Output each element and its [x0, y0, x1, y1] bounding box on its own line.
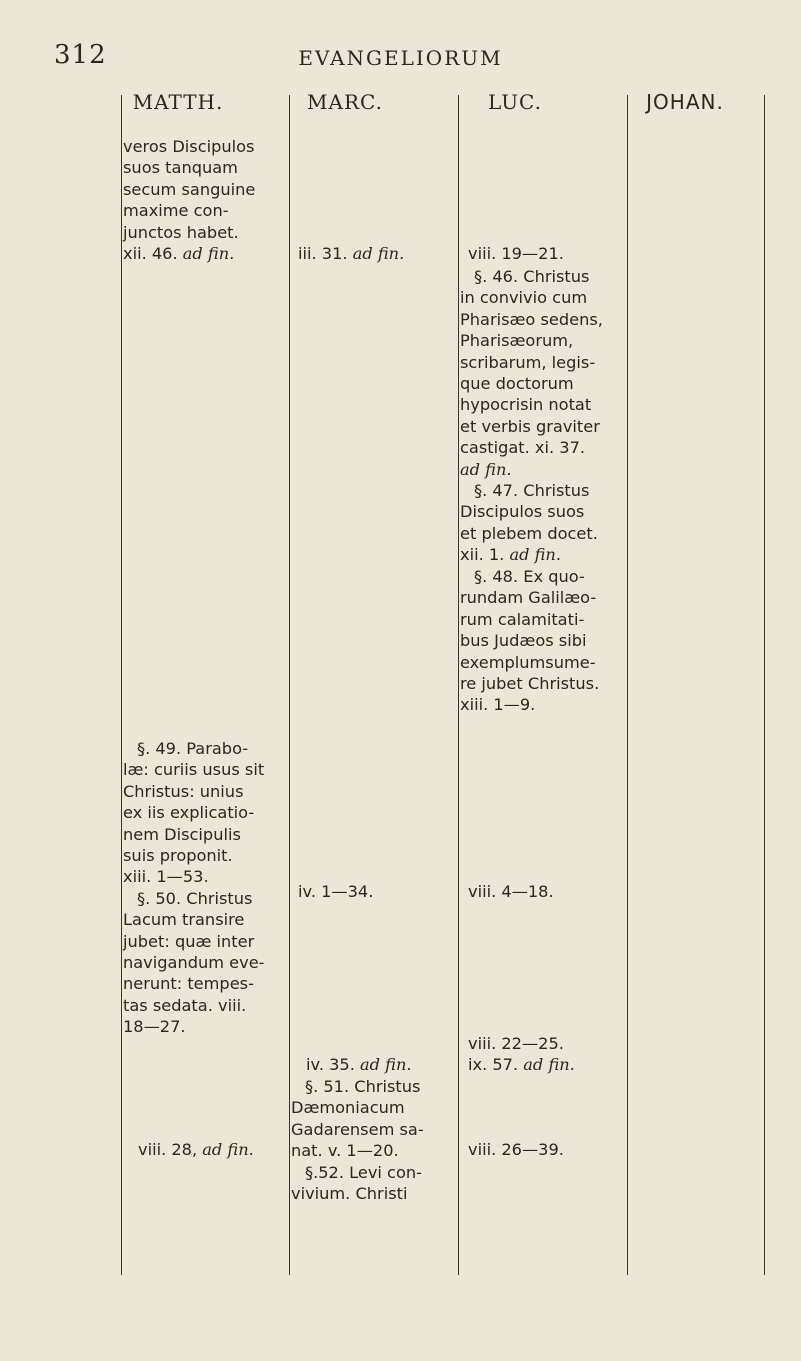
text-line: maxime con- [123, 201, 229, 221]
text-line: bus Judæos sibi [460, 631, 587, 651]
text-line: secum sanguine [123, 179, 256, 199]
text-line: læ: curiis usus sit [123, 760, 265, 780]
text-line: xiii. 1—9. [460, 695, 536, 715]
text-line: ex iis explicatio- [123, 803, 255, 823]
text-line: exemplumsume- [460, 652, 596, 672]
text-line: §. 47. Christus [474, 481, 590, 500]
reference-tail: ad fin. [523, 1055, 575, 1074]
reference-tail: ad fin. [202, 1140, 254, 1159]
column-rule-left [121, 95, 122, 1275]
column-header-johan: JOHAN. [646, 90, 724, 114]
reference-number: iv. 35. [306, 1055, 355, 1074]
luc-reference-4 [468, 1055, 575, 1074]
column-rule-right [764, 95, 765, 1275]
matth-reference-1 [123, 244, 234, 263]
page-number: 312 [54, 40, 107, 70]
text-line: tas sedata. viii. [123, 995, 247, 1015]
text-line: Gadarensem sa- [291, 1119, 424, 1139]
text-line: jubet: quæ inter [123, 931, 255, 951]
column-rule-marc-luc [458, 95, 459, 1275]
marc-reference-1 [298, 244, 404, 263]
column-rule-matth-marc [289, 95, 290, 1275]
matth-reference-2 [138, 1140, 254, 1159]
text-line: Pharisæorum, [460, 331, 574, 351]
text-line: Discipulos suos [460, 502, 585, 522]
running-title: EVANGELIORUM [298, 46, 503, 70]
text-line: vivium. Christi [291, 1183, 408, 1203]
reference-number: xii. 46. [123, 244, 178, 263]
reference-tail: ad fin. [352, 244, 405, 263]
text-line: junctos habet. [123, 222, 239, 242]
marc-text-block [291, 1076, 424, 1204]
column-header-luc: LUC. [488, 90, 542, 114]
luc-text-block-2 [460, 480, 598, 566]
reference-number: viii. 28, [138, 1140, 198, 1159]
text-line: §. 51. Christus [305, 1077, 421, 1096]
luc-reference-block2 [460, 544, 598, 565]
luc-text-block-1 [460, 266, 603, 480]
text-line: §. 49. Parabo- [137, 739, 249, 758]
text-line: et plebem docet. [460, 523, 598, 543]
luc-text-block-3 [460, 566, 599, 716]
text-line: §. 46. Christus [474, 267, 590, 286]
text-line: scribarum, legis- [460, 352, 596, 372]
luc-reference-3: viii. 22—25. [468, 1034, 564, 1053]
text-line: navigandum eve- [123, 952, 265, 972]
luc-reference-5: viii. 26—39. [468, 1140, 564, 1159]
reference-tail: ad fin. [360, 1055, 412, 1074]
text-line: 18—27. [123, 1017, 186, 1037]
text-line: §.52. Levi con- [305, 1162, 422, 1182]
text-line: in convivio cum [460, 288, 588, 308]
text-line: nem Discipulis [123, 824, 241, 844]
column-rule-luc-johan [627, 95, 628, 1275]
text-line: nat. v. 1—20. [291, 1141, 399, 1161]
luc-reference-1: viii. 19—21. [468, 244, 564, 263]
reference-number: iii. 31. [298, 244, 348, 263]
text-line: §. 50. Christus [137, 888, 253, 908]
text-line: veros Discipulos [123, 137, 255, 156]
reference-tail: ad fin. [509, 545, 561, 565]
text-line: hypocrisin notat [460, 395, 592, 415]
text-line: Lacum transire [123, 910, 245, 930]
column-header-marc: MARC. [307, 90, 383, 114]
text-line: Dæmoniacum [291, 1098, 405, 1118]
matth-text-block-1 [123, 136, 255, 243]
text-line: suos tanquam [123, 158, 238, 178]
marc-reference-2: iv. 1—34. [298, 882, 374, 901]
reference-tail: ad fin. [460, 459, 512, 479]
text-line: rundam Galilæo- [460, 588, 597, 608]
column-header-matth: MATTH. [132, 90, 224, 114]
matth-text-block-2 [123, 738, 265, 1037]
text-line: suis proponit. [123, 845, 233, 865]
text-line: Christus: unius [123, 781, 244, 801]
reference-number: ix. 57. [468, 1055, 519, 1074]
text-line: re jubet Christus. [460, 673, 600, 693]
text-line: castigat. xi. 37. [460, 438, 586, 458]
marc-reference-3 [306, 1055, 412, 1074]
text-line: que doctorum [460, 373, 574, 393]
text-line: Pharisæo sedens, [460, 309, 603, 329]
text-line: xiii. 1—53. [123, 867, 209, 887]
reference-tail: ad fin. [182, 244, 235, 263]
luc-reference-2: viii. 4—18. [468, 882, 554, 901]
reference-number: xii. 1. [460, 545, 505, 565]
text-line: et verbis graviter [460, 416, 600, 436]
text-line: rum calamitati- [460, 609, 585, 629]
text-line: nerunt: tempes- [123, 974, 254, 994]
text-line: §. 48. Ex quo- [474, 567, 585, 586]
